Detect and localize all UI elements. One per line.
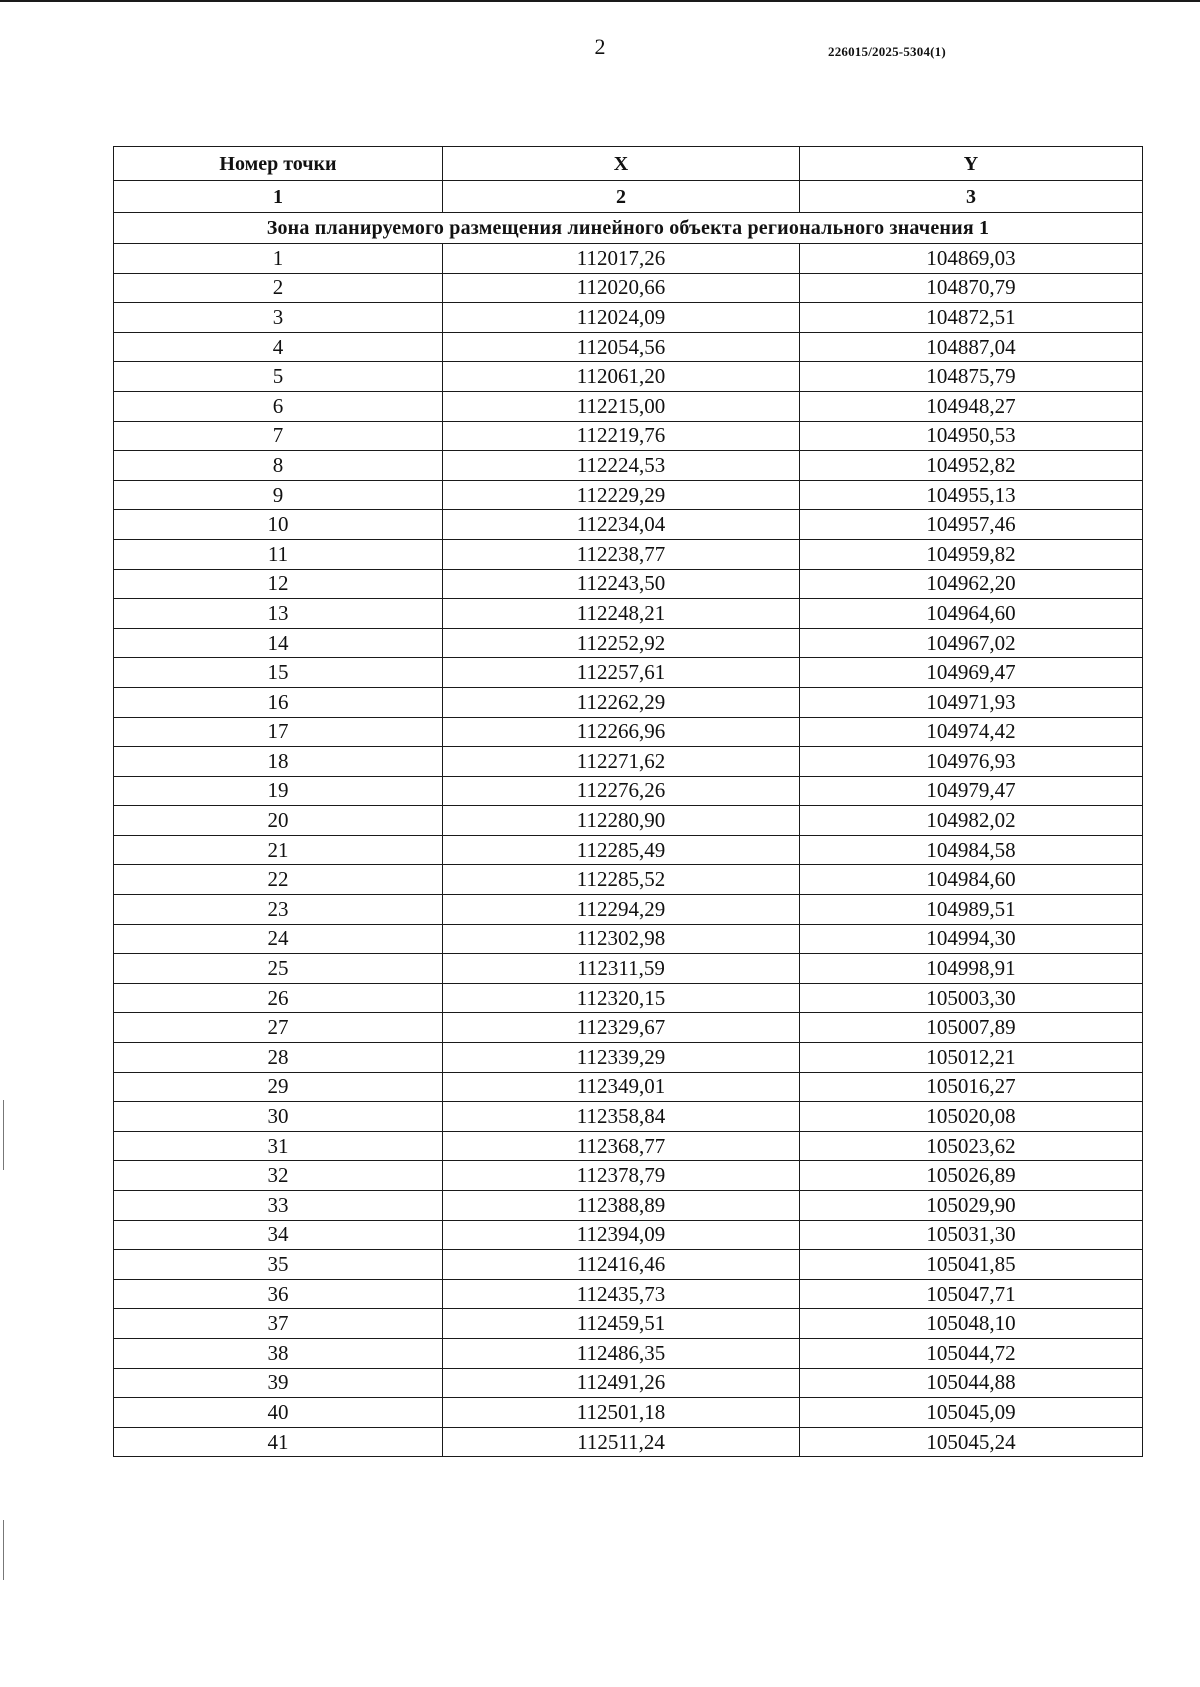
point-number-cell: 18 xyxy=(114,747,443,777)
table-row xyxy=(114,747,1143,777)
point-number-cell: 20 xyxy=(114,806,443,836)
y-coordinate-cell: 104964,60 xyxy=(800,599,1143,629)
point-number-cell: 32 xyxy=(114,1161,443,1191)
x-coordinate-cell: 112388,89 xyxy=(443,1191,800,1221)
point-number-cell: 35 xyxy=(114,1250,443,1280)
column-number-2: 2 xyxy=(443,181,800,213)
table-row xyxy=(114,865,1143,895)
y-coordinate-cell: 104959,82 xyxy=(800,539,1143,569)
x-coordinate-cell: 112339,29 xyxy=(443,1043,800,1073)
point-number-cell: 16 xyxy=(114,687,443,717)
point-number-cell: 25 xyxy=(114,954,443,984)
x-coordinate-cell: 112294,29 xyxy=(443,895,800,925)
y-coordinate-cell: 105029,90 xyxy=(800,1191,1143,1221)
x-coordinate-cell: 112491,26 xyxy=(443,1368,800,1398)
point-number-cell: 9 xyxy=(114,480,443,510)
table-row xyxy=(114,391,1143,421)
x-coordinate-cell: 112257,61 xyxy=(443,658,800,688)
y-coordinate-cell: 104887,04 xyxy=(800,332,1143,362)
y-coordinate-cell: 104974,42 xyxy=(800,717,1143,747)
y-coordinate-cell: 104989,51 xyxy=(800,895,1143,925)
x-coordinate-cell: 112416,46 xyxy=(443,1250,800,1280)
point-number-cell: 6 xyxy=(114,391,443,421)
table-row xyxy=(114,628,1143,658)
point-number-cell: 30 xyxy=(114,1102,443,1132)
x-coordinate-cell: 112017,26 xyxy=(443,244,800,274)
y-coordinate-cell: 104957,46 xyxy=(800,510,1143,540)
point-number-cell: 40 xyxy=(114,1398,443,1428)
y-coordinate-cell: 104872,51 xyxy=(800,303,1143,333)
table-row xyxy=(114,1161,1143,1191)
point-number-cell: 15 xyxy=(114,658,443,688)
y-coordinate-cell: 105045,24 xyxy=(800,1427,1143,1457)
y-coordinate-cell: 104994,30 xyxy=(800,924,1143,954)
y-coordinate-cell: 104969,47 xyxy=(800,658,1143,688)
y-coordinate-cell: 105020,08 xyxy=(800,1102,1143,1132)
x-coordinate-cell: 112378,79 xyxy=(443,1161,800,1191)
table-row xyxy=(114,835,1143,865)
column-number-1: 1 xyxy=(114,181,443,213)
column-number-row xyxy=(114,181,1143,213)
point-number-cell: 21 xyxy=(114,835,443,865)
y-coordinate-cell: 105007,89 xyxy=(800,1013,1143,1043)
table-row xyxy=(114,776,1143,806)
point-number-cell: 38 xyxy=(114,1338,443,1368)
table-row xyxy=(114,1102,1143,1132)
y-coordinate-cell: 104984,60 xyxy=(800,865,1143,895)
x-coordinate-cell: 112501,18 xyxy=(443,1398,800,1428)
y-coordinate-cell: 104950,53 xyxy=(800,421,1143,451)
y-coordinate-cell: 105026,89 xyxy=(800,1161,1143,1191)
x-coordinate-cell: 112234,04 xyxy=(443,510,800,540)
point-number-cell: 11 xyxy=(114,539,443,569)
table-row xyxy=(114,1013,1143,1043)
point-number-cell: 24 xyxy=(114,924,443,954)
y-coordinate-cell: 104870,79 xyxy=(800,273,1143,303)
x-coordinate-cell: 112024,09 xyxy=(443,303,800,333)
point-number-cell: 31 xyxy=(114,1131,443,1161)
table-row xyxy=(114,658,1143,688)
x-coordinate-cell: 112302,98 xyxy=(443,924,800,954)
table-row xyxy=(114,1398,1143,1428)
point-number-cell: 29 xyxy=(114,1072,443,1102)
table-row xyxy=(114,421,1143,451)
y-coordinate-cell: 104967,02 xyxy=(800,628,1143,658)
table-row xyxy=(114,1250,1143,1280)
y-coordinate-cell: 105012,21 xyxy=(800,1043,1143,1073)
x-coordinate-cell: 112368,77 xyxy=(443,1131,800,1161)
document-id: 226015/2025-5304(1) xyxy=(828,44,946,59)
table-row xyxy=(114,362,1143,392)
page-top-edge xyxy=(0,0,1200,2)
x-coordinate-cell: 112229,29 xyxy=(443,480,800,510)
y-coordinate-cell: 104984,58 xyxy=(800,835,1143,865)
zone-title: Зона планируемого размещения линейного объекта регионального значения 1 xyxy=(114,213,1143,244)
table-row xyxy=(114,924,1143,954)
y-coordinate-cell: 105023,62 xyxy=(800,1131,1143,1161)
x-coordinate-cell: 112215,00 xyxy=(443,391,800,421)
x-coordinate-cell: 112248,21 xyxy=(443,599,800,629)
y-coordinate-cell: 105003,30 xyxy=(800,983,1143,1013)
x-coordinate-cell: 112276,26 xyxy=(443,776,800,806)
x-coordinate-cell: 112349,01 xyxy=(443,1072,800,1102)
y-coordinate-cell: 104962,20 xyxy=(800,569,1143,599)
x-coordinate-cell: 112435,73 xyxy=(443,1279,800,1309)
x-coordinate-cell: 112280,90 xyxy=(443,806,800,836)
point-number-cell: 8 xyxy=(114,451,443,481)
point-number-cell: 26 xyxy=(114,983,443,1013)
point-number-cell: 17 xyxy=(114,717,443,747)
table-body xyxy=(114,244,1143,1457)
table-row xyxy=(114,273,1143,303)
y-coordinate-cell: 104982,02 xyxy=(800,806,1143,836)
scan-edge-mark xyxy=(3,1100,4,1170)
page-number: 2 xyxy=(594,34,606,59)
table-row xyxy=(114,480,1143,510)
table-row xyxy=(114,332,1143,362)
point-number-cell: 14 xyxy=(114,628,443,658)
point-number-cell: 36 xyxy=(114,1279,443,1309)
point-number-cell: 4 xyxy=(114,332,443,362)
x-coordinate-cell: 112329,67 xyxy=(443,1013,800,1043)
table-row xyxy=(114,983,1143,1013)
x-coordinate-cell: 112262,29 xyxy=(443,687,800,717)
table-row xyxy=(114,539,1143,569)
y-coordinate-cell: 105016,27 xyxy=(800,1072,1143,1102)
table-row xyxy=(114,954,1143,984)
y-coordinate-cell: 104869,03 xyxy=(800,244,1143,274)
point-number-cell: 27 xyxy=(114,1013,443,1043)
y-coordinate-cell: 104955,13 xyxy=(800,480,1143,510)
x-coordinate-cell: 112459,51 xyxy=(443,1309,800,1339)
x-coordinate-cell: 112320,15 xyxy=(443,983,800,1013)
y-coordinate-cell: 105031,30 xyxy=(800,1220,1143,1250)
table-row xyxy=(114,569,1143,599)
y-coordinate-cell: 104998,91 xyxy=(800,954,1143,984)
point-number-cell: 41 xyxy=(114,1427,443,1457)
point-number-cell: 3 xyxy=(114,303,443,333)
table-header-row xyxy=(114,147,1143,181)
table-row xyxy=(114,1131,1143,1161)
point-number-cell: 23 xyxy=(114,895,443,925)
table-row xyxy=(114,599,1143,629)
scan-edge-mark xyxy=(3,1520,4,1580)
table-row xyxy=(114,1279,1143,1309)
column-number-3: 3 xyxy=(800,181,1143,213)
x-coordinate-cell: 112054,56 xyxy=(443,332,800,362)
point-number-cell: 1 xyxy=(114,244,443,274)
zone-title-row xyxy=(114,213,1143,244)
y-coordinate-cell: 104976,93 xyxy=(800,747,1143,777)
x-coordinate-cell: 112285,49 xyxy=(443,835,800,865)
point-number-cell: 2 xyxy=(114,273,443,303)
header-y: Y xyxy=(800,147,1143,181)
y-coordinate-cell: 105044,72 xyxy=(800,1338,1143,1368)
y-coordinate-cell: 104971,93 xyxy=(800,687,1143,717)
table-row xyxy=(114,895,1143,925)
x-coordinate-cell: 112266,96 xyxy=(443,717,800,747)
table-row xyxy=(114,1191,1143,1221)
x-coordinate-cell: 112311,59 xyxy=(443,954,800,984)
table-row xyxy=(114,806,1143,836)
point-number-cell: 37 xyxy=(114,1309,443,1339)
y-coordinate-cell: 104948,27 xyxy=(800,391,1143,421)
x-coordinate-cell: 112224,53 xyxy=(443,451,800,481)
table-row xyxy=(114,1368,1143,1398)
y-coordinate-cell: 105045,09 xyxy=(800,1398,1143,1428)
y-coordinate-cell: 105041,85 xyxy=(800,1250,1143,1280)
y-coordinate-cell: 104979,47 xyxy=(800,776,1143,806)
y-coordinate-cell: 105048,10 xyxy=(800,1309,1143,1339)
table-row xyxy=(114,1043,1143,1073)
table-row xyxy=(114,510,1143,540)
table-row xyxy=(114,451,1143,481)
coordinates-table xyxy=(113,146,1143,1457)
point-number-cell: 28 xyxy=(114,1043,443,1073)
x-coordinate-cell: 112238,77 xyxy=(443,539,800,569)
point-number-cell: 33 xyxy=(114,1191,443,1221)
point-number-cell: 39 xyxy=(114,1368,443,1398)
table-row xyxy=(114,1338,1143,1368)
point-number-cell: 22 xyxy=(114,865,443,895)
x-coordinate-cell: 112219,76 xyxy=(443,421,800,451)
x-coordinate-cell: 112243,50 xyxy=(443,569,800,599)
table-row xyxy=(114,717,1143,747)
y-coordinate-cell: 104875,79 xyxy=(800,362,1143,392)
table-row xyxy=(114,1427,1143,1457)
point-number-cell: 12 xyxy=(114,569,443,599)
table-row xyxy=(114,1309,1143,1339)
x-coordinate-cell: 112252,92 xyxy=(443,628,800,658)
point-number-cell: 10 xyxy=(114,510,443,540)
table-row xyxy=(114,244,1143,274)
table-row xyxy=(114,1220,1143,1250)
y-coordinate-cell: 105047,71 xyxy=(800,1279,1143,1309)
table-row xyxy=(114,1072,1143,1102)
point-number-cell: 34 xyxy=(114,1220,443,1250)
x-coordinate-cell: 112285,52 xyxy=(443,865,800,895)
point-number-cell: 19 xyxy=(114,776,443,806)
x-coordinate-cell: 112394,09 xyxy=(443,1220,800,1250)
x-coordinate-cell: 112358,84 xyxy=(443,1102,800,1132)
header-point-number: Номер точки xyxy=(114,147,443,181)
header-x: X xyxy=(443,147,800,181)
y-coordinate-cell: 105044,88 xyxy=(800,1368,1143,1398)
x-coordinate-cell: 112486,35 xyxy=(443,1338,800,1368)
point-number-cell: 13 xyxy=(114,599,443,629)
x-coordinate-cell: 112271,62 xyxy=(443,747,800,777)
y-coordinate-cell: 104952,82 xyxy=(800,451,1143,481)
table-row xyxy=(114,687,1143,717)
table-row xyxy=(114,303,1143,333)
x-coordinate-cell: 112061,20 xyxy=(443,362,800,392)
x-coordinate-cell: 112020,66 xyxy=(443,273,800,303)
point-number-cell: 5 xyxy=(114,362,443,392)
x-coordinate-cell: 112511,24 xyxy=(443,1427,800,1457)
point-number-cell: 7 xyxy=(114,421,443,451)
